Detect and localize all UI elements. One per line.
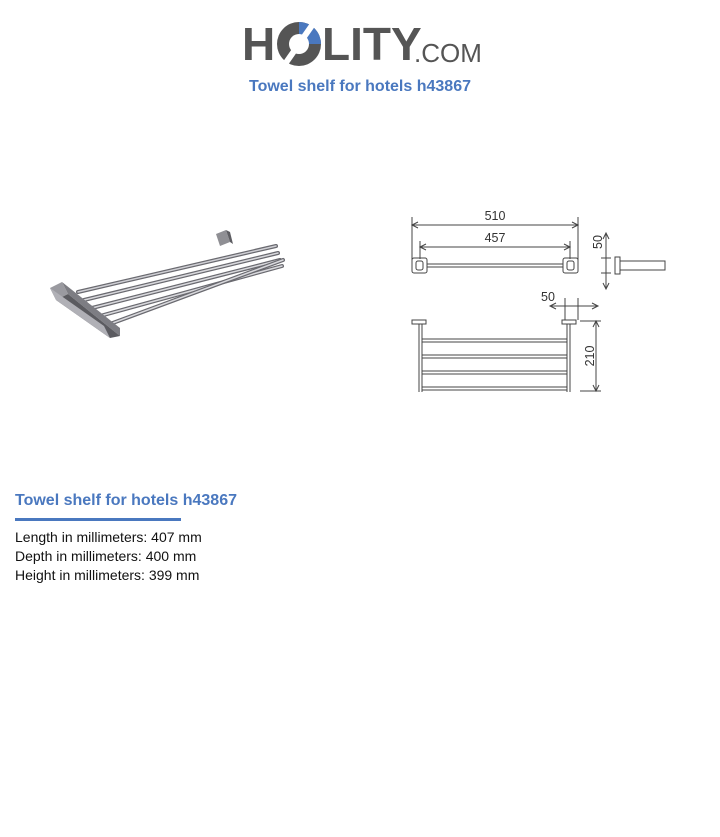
spec-list — [15, 528, 202, 585]
spec-depth: Depth in millimeters: 400 mm — [15, 548, 197, 564]
logo-text-lity: LITY — [322, 18, 422, 70]
dim-depth: 50 — [591, 235, 605, 249]
logo-text-com: .COM — [414, 38, 482, 68]
product-photo — [40, 220, 300, 350]
section-title: Towel shelf for hotels h43867 — [15, 492, 237, 509]
dim-total-width: 510 — [484, 209, 506, 223]
dim-height: 210 — [583, 345, 597, 367]
spec-length: Length in millimeters: 407 mm — [15, 529, 202, 545]
right-bracket — [216, 230, 233, 246]
page-title: Towel shelf for hotels h43867 — [249, 78, 471, 95]
section-divider — [15, 518, 181, 521]
technical-drawing — [395, 195, 685, 405]
holity-logo[interactable] — [0, 8, 720, 72]
spec-height: Height in millimeters: 399 mm — [15, 567, 200, 583]
shelf-bars — [78, 246, 283, 324]
dim-side-offset: 50 — [541, 290, 555, 304]
logo-o-mark — [277, 22, 321, 66]
dim-inner-width: 457 — [484, 231, 506, 245]
logo-text-h: H — [242, 18, 276, 70]
